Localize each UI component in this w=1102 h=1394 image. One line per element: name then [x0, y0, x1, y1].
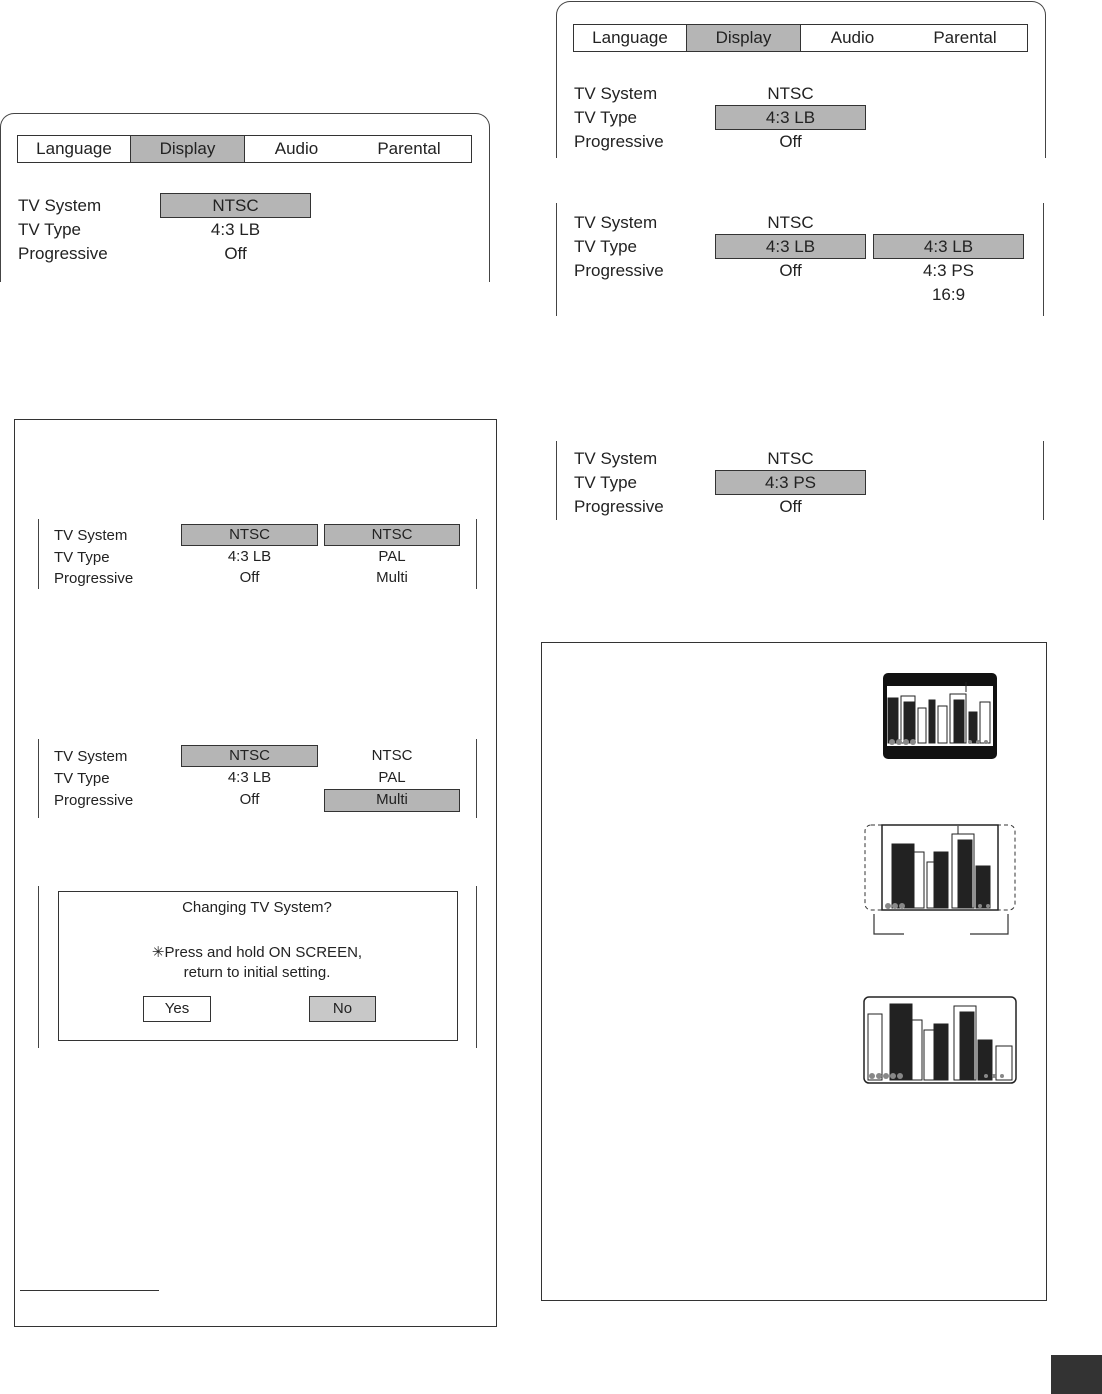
tv-type-value[interactable]: 4:3 LB [227, 769, 272, 786]
label-tv-system: TV System [574, 449, 658, 468]
screen-f-right-border [476, 739, 477, 818]
label-tv-system: TV System [574, 84, 658, 103]
page-tab-marker [1051, 1355, 1102, 1394]
option-ntsc[interactable]: NTSC [371, 747, 413, 764]
tab-language[interactable]: Language [36, 139, 112, 158]
option-ntsc[interactable]: NTSC [324, 524, 460, 546]
label-tv-system: TV System [574, 213, 658, 232]
letterbox-screen-icon [882, 672, 998, 760]
tv-system-value[interactable]: NTSC [160, 193, 311, 218]
screen-d-right-border [1043, 441, 1044, 520]
dialog-note-line2: return to initial setting. [183, 964, 331, 981]
yes-button[interactable]: Yes [143, 996, 211, 1022]
tab-display[interactable]: Display [686, 25, 801, 51]
label-tv-type: TV Type [54, 770, 110, 787]
tv-type-value[interactable]: 4:3 LB [210, 220, 261, 239]
label-tv-system: TV System [54, 748, 128, 765]
tab-parental[interactable]: Parental [933, 28, 997, 47]
screen-c-right-border [1043, 203, 1044, 316]
screen-d-left-border [556, 441, 557, 520]
label-progressive: Progressive [574, 261, 664, 280]
label-tv-type: TV Type [54, 549, 110, 566]
screen-f-left-border [38, 739, 39, 818]
dialog-note-line1: ✳Press and hold ON SCREEN, [151, 944, 363, 961]
tv-system-value[interactable]: NTSC [181, 745, 318, 767]
option-4-3-lb[interactable]: 4:3 LB [873, 234, 1024, 259]
option-pal[interactable]: PAL [378, 769, 406, 786]
option-pal[interactable]: PAL [378, 548, 406, 565]
progressive-value[interactable]: Off [779, 132, 802, 151]
option-16-9[interactable]: 16:9 [931, 285, 966, 304]
dialog-screen-right-border [476, 886, 477, 1048]
no-button[interactable]: No [309, 996, 376, 1022]
tab-audio[interactable]: Audio [274, 139, 319, 158]
tab-display[interactable]: Display [130, 136, 245, 162]
progressive-value[interactable]: Off [224, 244, 247, 263]
screen-e-left-border [38, 519, 39, 589]
label-progressive: Progressive [574, 497, 664, 516]
label-progressive: Progressive [54, 570, 134, 587]
pan-scan-screen-icon [862, 822, 1018, 938]
footnote-rule [20, 1290, 159, 1291]
progressive-value[interactable]: Off [779, 261, 802, 280]
label-progressive: Progressive [54, 792, 134, 809]
tv-type-value[interactable]: 4:3 PS [715, 470, 866, 495]
screen-c-left-border [556, 203, 557, 316]
screen-e-right-border [476, 519, 477, 589]
tab-audio[interactable]: Audio [830, 28, 875, 47]
label-tv-type: TV Type [574, 473, 637, 492]
label-tv-type: TV Type [18, 220, 81, 239]
tv-system-value[interactable]: NTSC [181, 524, 318, 546]
option-multi[interactable]: Multi [376, 569, 408, 586]
progressive-value[interactable]: Off [239, 791, 260, 808]
option-multi[interactable]: Multi [324, 789, 460, 812]
dialog-title: Changing TV System? [182, 899, 332, 916]
label-tv-system: TV System [54, 527, 128, 544]
progressive-value[interactable]: Off [779, 497, 802, 516]
tv-type-value[interactable]: 4:3 LB [715, 105, 866, 130]
menu-tab-bar [573, 24, 1028, 52]
menu-tab-bar [17, 135, 472, 163]
tv-system-value[interactable]: NTSC [767, 449, 814, 468]
widescreen-icon [862, 996, 1018, 1084]
dialog-screen-left-border [38, 886, 39, 1048]
label-progressive: Progressive [18, 244, 108, 263]
tab-language[interactable]: Language [592, 28, 668, 47]
tv-type-value[interactable]: 4:3 LB [715, 234, 866, 259]
label-tv-system: TV System [18, 196, 102, 215]
label-tv-type: TV Type [574, 108, 637, 127]
progressive-value[interactable]: Off [239, 569, 260, 586]
label-tv-type: TV Type [574, 237, 637, 256]
tv-system-value[interactable]: NTSC [767, 84, 814, 103]
tab-parental[interactable]: Parental [377, 139, 441, 158]
tv-type-value[interactable]: 4:3 LB [227, 548, 272, 565]
option-4-3-ps[interactable]: 4:3 PS [922, 261, 975, 280]
label-progressive: Progressive [574, 132, 664, 151]
tv-system-value[interactable]: NTSC [767, 213, 814, 232]
